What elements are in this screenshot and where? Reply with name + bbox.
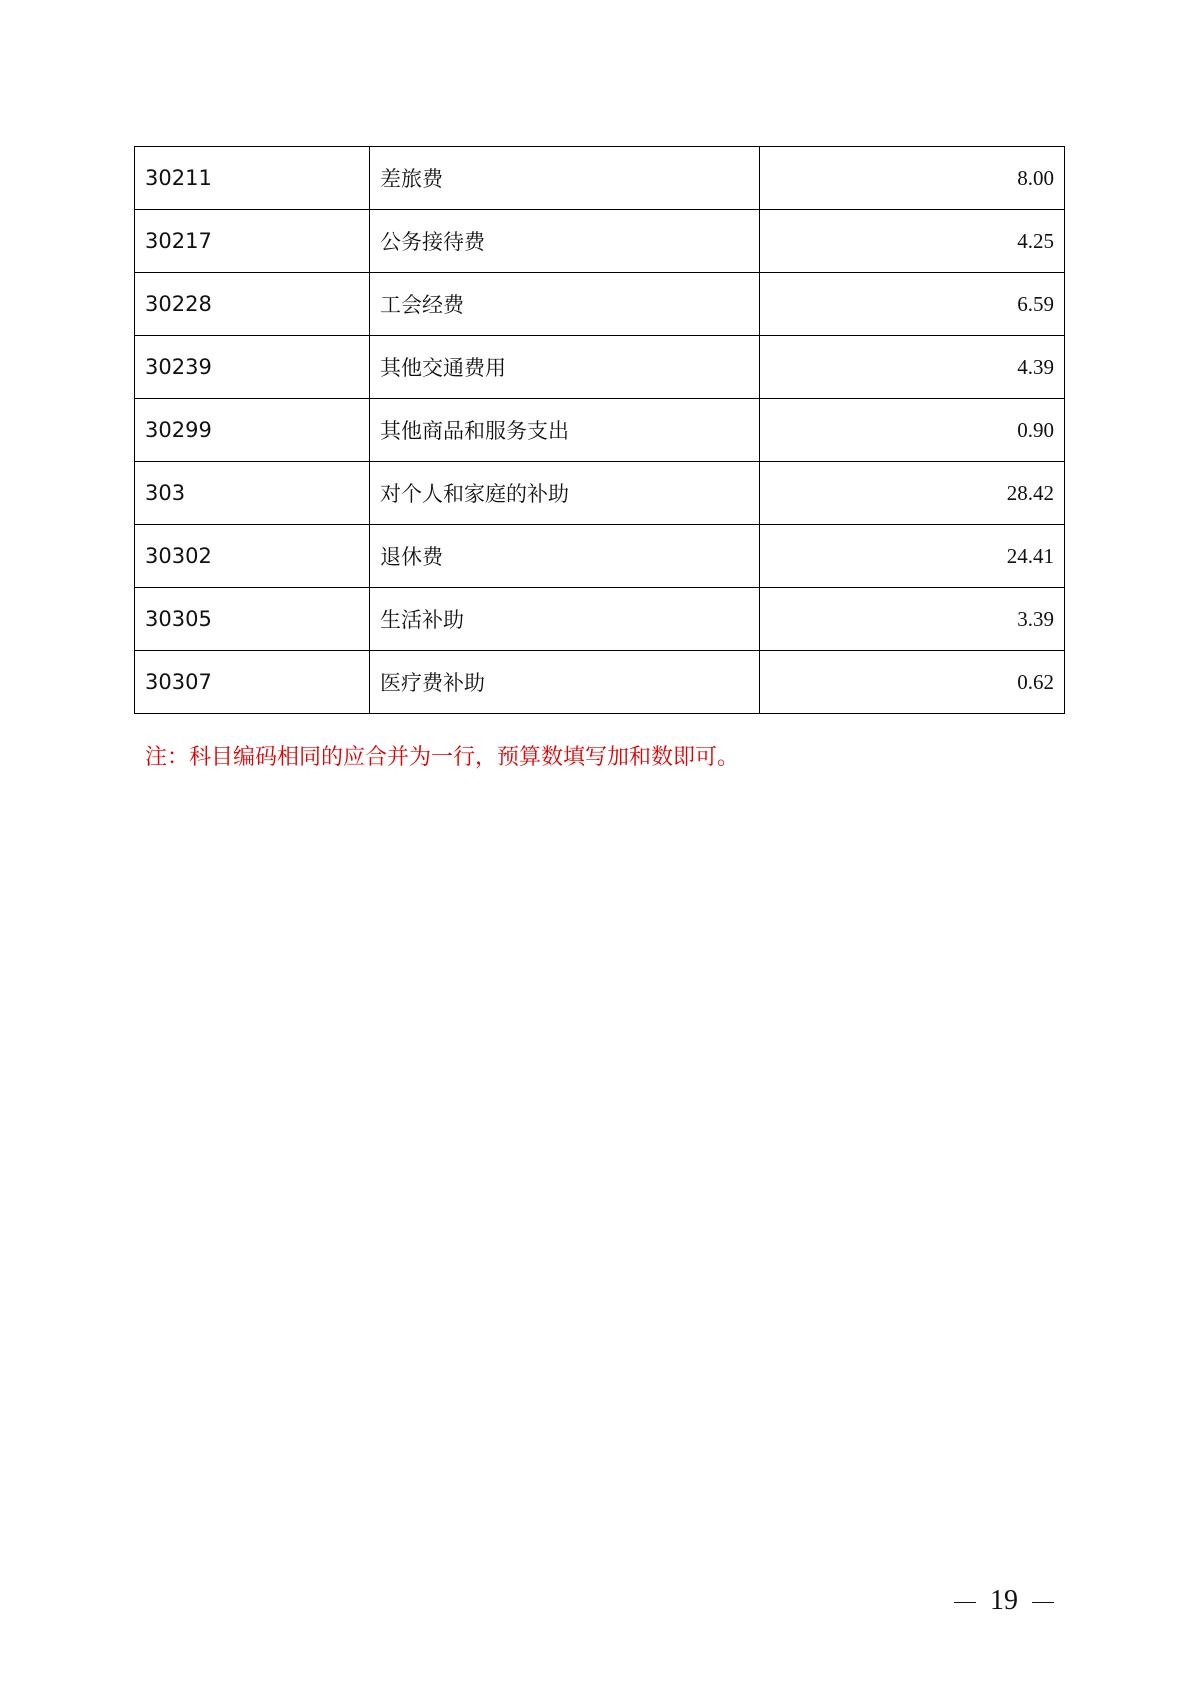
- amount-cell: 4.39: [760, 336, 1065, 399]
- table-row: [135, 651, 1065, 714]
- subject-code-cell: 30211: [135, 147, 370, 210]
- table-row: [135, 462, 1065, 525]
- subject-name-cell: 生活补助: [370, 588, 760, 651]
- subject-code-cell: 30299: [135, 399, 370, 462]
- subject-code-cell: 30307: [135, 651, 370, 714]
- footer-dash-right: [1032, 1602, 1054, 1603]
- amount-cell: 3.39: [760, 588, 1065, 651]
- subject-name-cell: 其他交通费用: [370, 336, 760, 399]
- table-note: 注：科目编码相同的应合并为一行，预算数填写加和数即可。: [145, 745, 740, 770]
- table-row: [135, 210, 1065, 273]
- subject-code-cell: 30305: [135, 588, 370, 651]
- amount-cell: 8.00: [760, 147, 1065, 210]
- subject-name-cell: 工会经费: [370, 273, 760, 336]
- table-row: [135, 147, 1065, 210]
- subject-name-cell: 差旅费: [370, 147, 760, 210]
- amount-cell: 28.42: [760, 462, 1065, 525]
- subject-name-cell: 医疗费补助: [370, 651, 760, 714]
- amount-cell: 4.25: [760, 210, 1065, 273]
- table-row: [135, 525, 1065, 588]
- page-footer: [940, 1585, 1068, 1617]
- subject-name-cell: 其他商品和服务支出: [370, 399, 760, 462]
- subject-name-cell: 退休费: [370, 525, 760, 588]
- subject-code-cell: 30302: [135, 525, 370, 588]
- subject-name-cell: 对个人和家庭的补助: [370, 462, 760, 525]
- amount-cell: 6.59: [760, 273, 1065, 336]
- subject-code-cell: 30217: [135, 210, 370, 273]
- subject-code-cell: 303: [135, 462, 370, 525]
- footer-dash-left: [954, 1602, 976, 1603]
- subject-code-cell: 30228: [135, 273, 370, 336]
- amount-cell: 24.41: [760, 525, 1065, 588]
- table-row: [135, 399, 1065, 462]
- budget-table: [134, 146, 1065, 714]
- table-row: [135, 588, 1065, 651]
- table-row: [135, 273, 1065, 336]
- subject-code-cell: 30239: [135, 336, 370, 399]
- amount-cell: 0.90: [760, 399, 1065, 462]
- subject-name-cell: 公务接待费: [370, 210, 760, 273]
- table-row: [135, 336, 1065, 399]
- amount-cell: 0.62: [760, 651, 1065, 714]
- page-number: 19: [990, 1585, 1018, 1616]
